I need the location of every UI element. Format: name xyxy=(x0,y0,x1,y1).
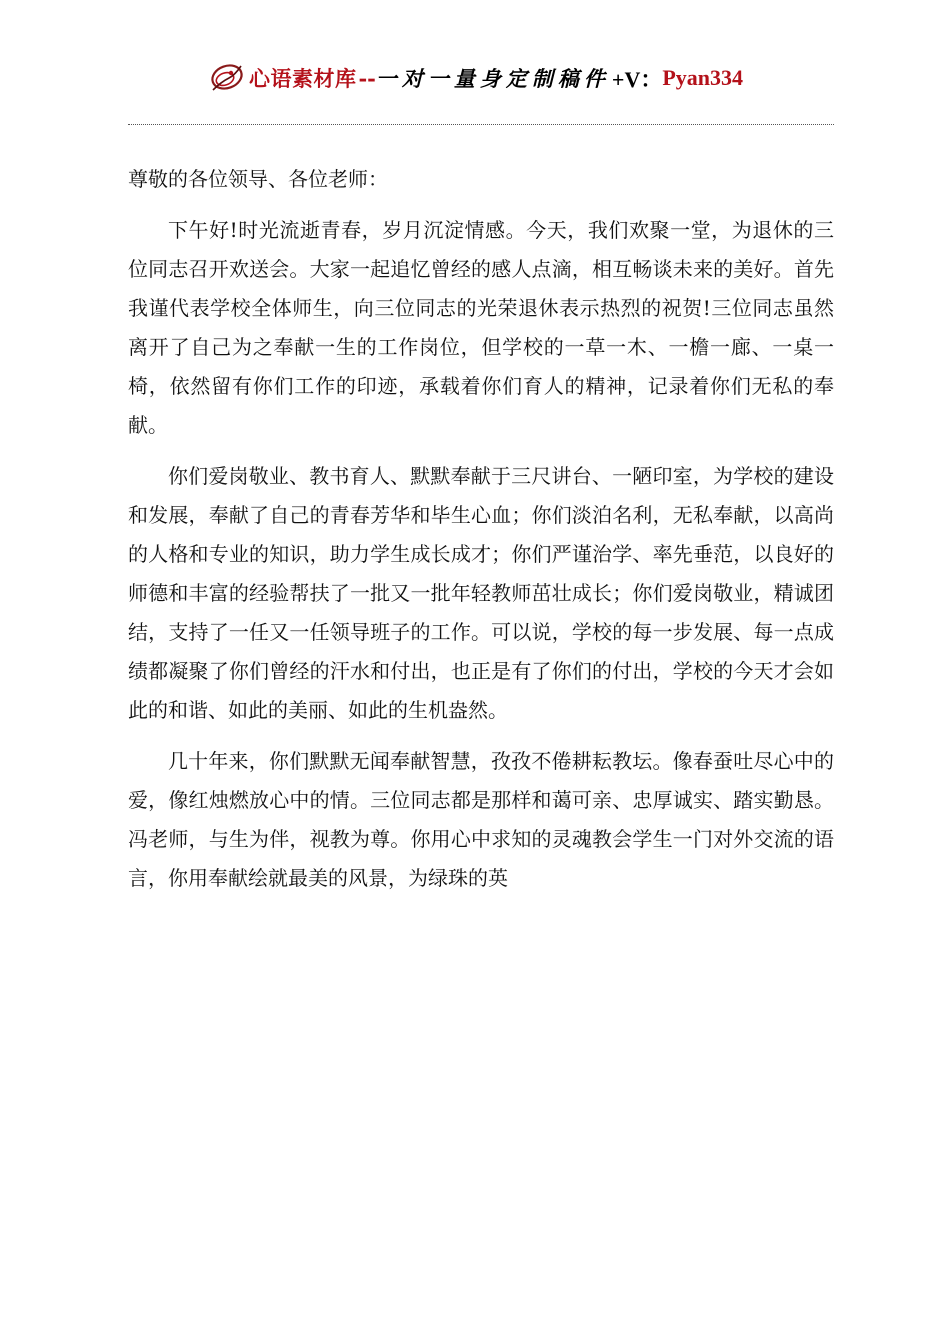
brand-separator: -- xyxy=(358,65,376,91)
header-banner xyxy=(207,58,743,98)
contact-id: Pyan334 xyxy=(662,65,744,90)
contact-label: +V： xyxy=(611,66,663,92)
paragraph-2: 你们爱岗敬业、教书育人、默默奉献于三尺讲台、一陋印室，为学校的建设和发展，奉献了自己的青春芳华和毕生心血；你们淡泊名利，无私奉献，以高尚的人格和专业的知识，助力学生成长成才；你们严谨治学、率先垂范，以良好的师德和丰富的经验帮扶了一批又一批年轻教师茁壮成长；你们爱岗敬业，精诚团结，支持了一任又一任领导班子的工作。可以说，学校的每一步发展、每一点成绩都凝聚了你们曾经的汗水和付出，也正是有了你们的付出，学校的今天才会如此的和谐、如此的美丽、如此的生机盎然。 xyxy=(128,464,834,722)
paragraph-3: 几十年来，你们默默无闻奉献智慧，孜孜不倦耕耘教坛。像春蚕吐尽心中的爱，像红烛燃放心中的情。三位同志都是那样和蔼可亲、忠厚诚实、踏实勤恳。冯老师，与生为伴，视教为尊。你用心中求知的灵魂教会学生一门对外交流的语言，你用奉献绘就最美的风景，为绿珠的英 xyxy=(128,749,834,890)
document-body xyxy=(128,160,834,910)
greeting: 尊敬的各位领导、各位老师： xyxy=(128,167,388,191)
swirl-logo-icon xyxy=(207,58,247,98)
brand-name: 心语素材库 xyxy=(248,66,357,91)
tagline: 一对一量身定制稿件 xyxy=(375,66,610,91)
header-divider xyxy=(128,124,834,125)
page-header xyxy=(0,58,950,102)
paragraph-1: 下午好!时光流逝青春，岁月沉淀情感。今天，我们欢聚一堂，为退休的三位同志召开欢送会。大家一起追忆曾经的感人点滴，相互畅谈未来的美好。首先我谨代表学校全体师生，向三位同志的光荣退休表示热烈的祝贺!三位同志虽然离开了自己为之奉献一生的工作岗位，但学校的一草一木、一檐一廊、一桌一椅，依然留有你们工作的印迹，承载着你们育人的精神，记录着你们无私的奉献。 xyxy=(128,218,834,437)
